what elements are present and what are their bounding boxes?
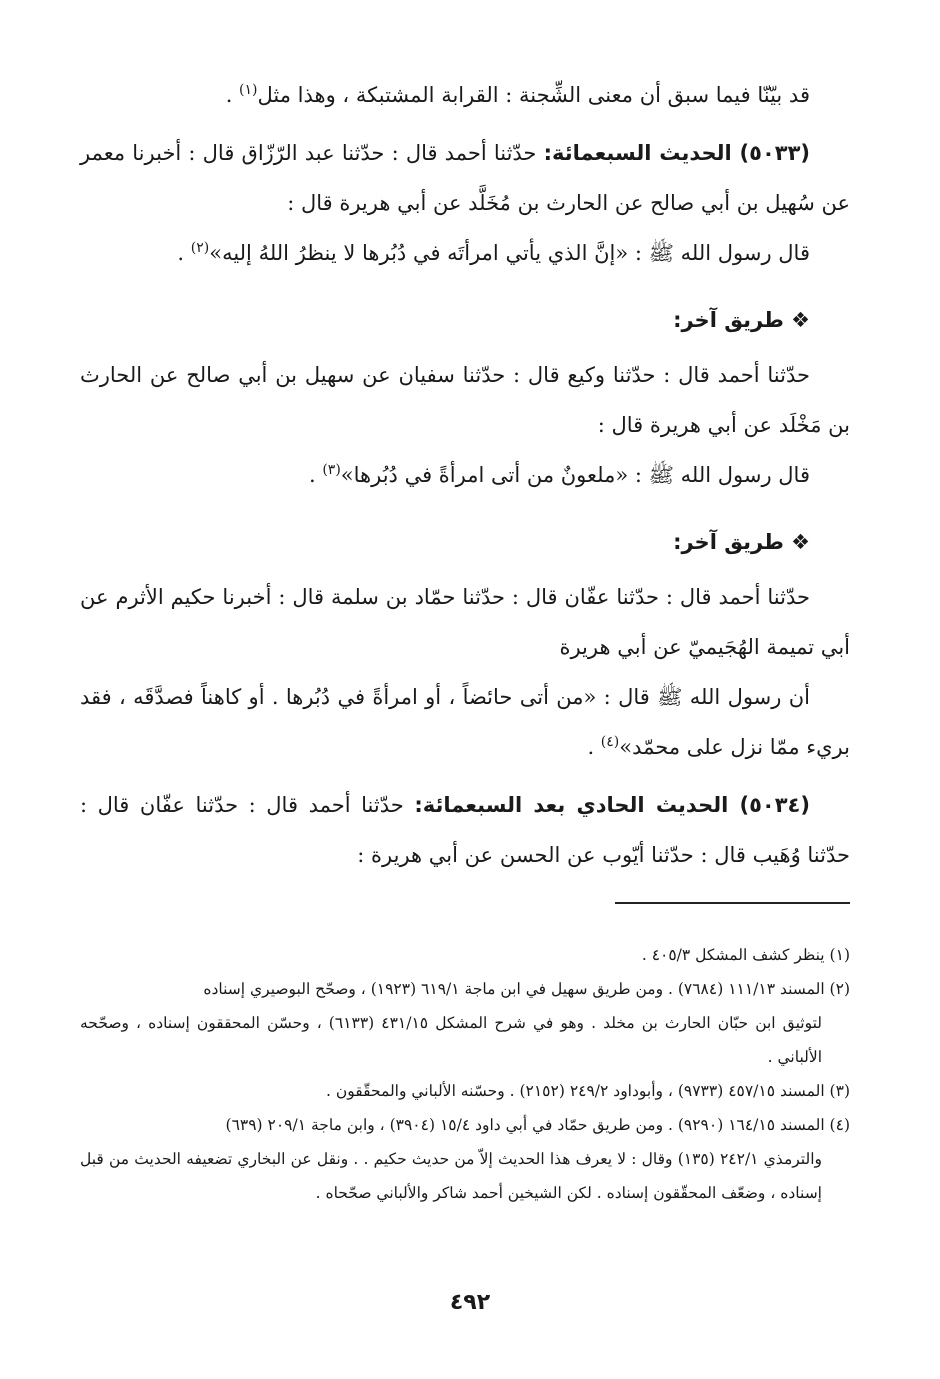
footnote-ref-4: (٤) [600,734,620,750]
footnote-4: (٤) المسند ١٦٤/١٥ (٩٢٩٠) . ومن طريق حمّاد في أبي داود ١٥/٤ (٣٩٠٤) ، وابن ماجة ٢٠٩/١ (٦٣٩) [225,1116,850,1134]
hadith-5033-matn-text: قال رسول الله ﷺ : «إنَّ الذي يأتي امرأتَه في دُبُرها لا ينظرُ اللهُ إليه» [209,241,810,265]
footnotes [80,938,850,1210]
footnote-ref-3: (٣) [322,462,341,478]
intro-text: قد بيّنّا فيما سبق أن معنى الشِّجنة : القرابة المشتبكة ، وهذا مثل [257,83,810,107]
hadith-5034-heading: (٥٠٣٤) الحديث الحادي بعد السبعمائة: [414,793,810,817]
footnote-ref-1: (١) [239,82,258,98]
route-1-matn-end: . [308,463,323,487]
route-2-matn-text: أن رسول الله ﷺ قال : «من أتى حائضاً ، أو امرأةً في دُبُرها . أو كاهناً فصدَّقَه ، فقد بريء ممّا نزل على محمّد» [80,685,850,759]
page-content [80,70,850,1210]
hadith-5034-isnad: حدّثنا أحمد قال : حدّثنا عفّان قال : حدّثنا وُهَيب قال : حدّثنا أيّوب عن الحسن عن أبي هريرة : [80,793,850,867]
intro-end: . [225,83,240,107]
route-2-isnad: حدّثنا أحمد قال : حدّثنا عفّان قال : حدّثنا حمّاد بن سلمة قال : أخبرنا حكيم الأثرم عن أبي تميمة الهُجَيميّ عن أبي هريرة [80,585,850,659]
hadith-5034 [80,780,850,880]
hadith-5033-matn-end: . [177,241,191,265]
footnote-2-continued: لتوثيق ابن حبّان الحارث بن مخلد . وهو في شرح المشكل ٤٣١/١٥ (٦١٣٣) ، وحسّن المحققون إسناده ، وصحّحه الألباني . [80,1014,822,1066]
hadith-5033 [80,128,850,228]
subheading-another-route-1: ❖ طريق آخر: [673,308,810,332]
subheading-another-route-2: ❖ طريق آخر: [673,530,810,554]
page-number: ٤٩٢ [449,1290,491,1315]
route-2-matn-end: . [587,735,601,759]
footnote-2: (٢) المسند ١١١/١٣ (٧٦٨٤) . ومن طريق سهيل في ابن ماجة ٦١٩/١ (١٩٢٣) ، وصحّح البوصيري إسناده [203,980,850,998]
paragraph-intro [80,70,850,120]
route-2-matn [80,672,850,772]
hadith-5033-matn [80,228,850,278]
footnote-separator-wrap [80,902,850,904]
route-1-isnad: حدّثنا أحمد قال : حدّثنا وكيع قال : حدّثنا سفيان عن سهيل بن أبي صالح عن الحارث بن مَخْلَد عن أبي هريرة قال : [80,363,850,437]
footnote-1: (١) ينظر كشف المشكل ٤٠٥/٣ . [641,946,850,964]
route-1-matn [80,450,850,500]
hadith-5033-isnad: حدّثنا أحمد قال : حدّثنا عبد الرّزّاق قال : أخبرنا معمر عن سُهيل بن أبي صالح عن الحارث بن مُخَلَّد عن أبي هريرة قال : [80,141,850,215]
footnote-separator [615,902,850,904]
footnote-3: (٣) المسند ٤٥٧/١٥ (٩٧٣٣) ، وأبوداود ٢٤٩/٢ (٢١٥٢) . وحسّنه الألباني والمحقّقون . [326,1082,850,1100]
footnote-4-continued: والترمذي ٢٤٢/١ (١٣٥) وقال : لا يعرف هذا الحديث إلاّ من حديث حكيم . . ونقل عن البخاري تضعيفه الحديث من قبل إسناده ، وضعّف المحقّقون إسناده . لكن الشيخين أحمد شاكر والألباني صحّحاه . [80,1150,822,1202]
hadith-5033-heading: (٥٠٣٣) الحديث السبعمائة: [543,141,811,165]
route-1-matn-text: قال رسول الله ﷺ : «ملعونٌ من أتى امرأةً في دُبُرها» [340,463,810,487]
footnote-ref-2: (٢) [190,240,210,256]
